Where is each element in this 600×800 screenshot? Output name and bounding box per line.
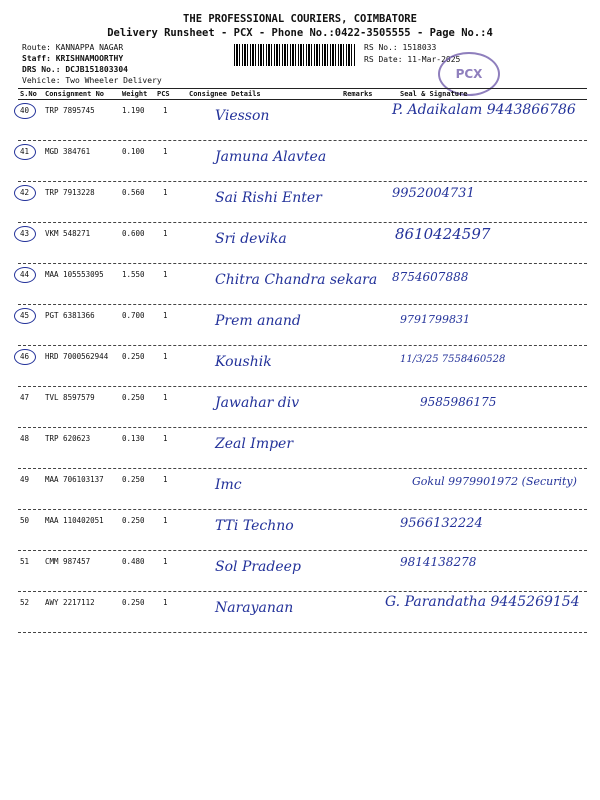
row-sno: 51 [20,557,30,566]
row-pcs: 1 [163,393,168,402]
table-row [0,592,600,633]
row-sno: 46 [20,352,30,361]
row-seal-signature: G. Parandatha 9445269154 [385,594,580,610]
route-line [22,43,123,52]
row-seal-signature: 9814138278 [400,555,477,569]
row-consignee: Jawahar div [215,395,300,411]
row-seal-signature: Gokul 9979901972 (Security) [412,475,577,488]
row-seal-signature: 9585986175 [420,395,497,409]
row-seal-signature: 8754607888 [392,270,469,284]
row-consignee: Jamuna Alavtea [215,149,327,165]
row-sno: 42 [20,188,30,197]
table-row [0,223,600,264]
row-consignment: MGD 384761 [45,147,91,156]
row-weight: 0.250 [122,598,145,607]
table-row [0,182,600,223]
row-seal-signature: 9566132224 [400,516,483,531]
row-sno: 49 [20,475,30,484]
table-row [0,551,600,592]
row-sno: 40 [20,106,30,115]
vehicle-line [22,76,162,85]
row-consignee: Imc [215,477,242,493]
row-sno: 50 [20,516,30,525]
row-consignee: Chitra Chandra sekara [215,272,378,288]
row-seal-signature: 9791799831 [400,313,470,326]
row-consignment: AWY 2217112 [45,598,95,607]
row-consignee: Narayanan [215,600,294,616]
staff-label: Staff: [22,54,51,63]
vehicle-value: Two Wheeler Delivery [65,76,162,85]
sno-circle-mark [14,267,36,283]
table-row [0,469,600,510]
row-sno: 47 [20,393,30,402]
row-consignment: MAA 706103137 [45,475,104,484]
row-pcs: 1 [163,147,168,156]
runsheet-subtitle: Delivery Runsheet - PCX - Phone No.:0422-3505555 - Page No.:4 [107,27,493,39]
table-row [0,387,600,428]
sno-circle-mark [14,226,36,242]
rs-no-line [364,43,436,52]
route-value: KANNAPPA NAGAR [55,43,124,52]
row-pcs: 1 [163,557,168,566]
row-seal-signature: 11/3/25 7558460528 [400,354,506,365]
company-title: THE PROFESSIONAL COURIERS, COIMBATORE [183,13,417,25]
route-label: Route: [22,43,51,52]
row-divider [18,632,587,633]
barcode [234,44,356,66]
row-weight: 0.700 [122,311,145,320]
vehicle-label: Vehicle: [22,76,61,85]
row-consignment: CMM 987457 [45,557,91,566]
row-weight: 0.480 [122,557,145,566]
row-seal-signature: P. Adaikalam 9443866786 [392,102,576,118]
row-consignment: TRP 7913228 [45,188,95,197]
row-pcs: 1 [163,229,168,238]
row-weight: 1.550 [122,270,145,279]
row-consignee: Sri devika [215,231,287,247]
sno-circle-mark [14,308,36,324]
row-weight: 0.130 [122,434,145,443]
drs-line [22,65,128,74]
row-consignee: Prem anand [215,313,301,329]
row-weight: 0.250 [122,352,145,361]
row-pcs: 1 [163,188,168,197]
sno-circle-mark [14,144,36,160]
row-consignment: MAA 110402051 [45,516,104,525]
row-pcs: 1 [163,352,168,361]
drs-label: DRS No.: [22,65,61,74]
row-seal-signature: 8610424597 [395,225,491,243]
row-sno: 48 [20,434,30,443]
table-row [0,141,600,182]
row-weight: 0.250 [122,393,145,402]
row-weight: 0.560 [122,188,145,197]
table-row [0,428,600,469]
table-row [0,264,600,305]
row-consignee: Zeal Imper [215,436,294,452]
rs-no-label: RS No.: [364,43,398,52]
row-pcs: 1 [163,598,168,607]
row-weight: 1.190 [122,106,145,115]
row-consignment: TRP 7895745 [45,106,95,115]
row-consignment: TVL 8597579 [45,393,95,402]
header-top-rule [18,88,587,89]
col-remarks: Remarks [343,90,373,98]
row-pcs: 1 [163,270,168,279]
col-weight: Weight [122,90,148,98]
row-sno: 52 [20,598,30,607]
col-seal: Seal & Signature [400,90,468,98]
row-consignment: HRD 7000562944 [45,352,109,361]
row-weight: 0.250 [122,475,145,484]
row-consignment: PGT 6381366 [45,311,95,320]
row-consignment: MAA 105553095 [45,270,104,279]
row-pcs: 1 [163,434,168,443]
row-sno: 41 [20,147,30,156]
row-consignment: VKM 548271 [45,229,91,238]
row-consignment: TRP 620623 [45,434,91,443]
pcx-stamp: PCX [438,52,500,96]
staff-line [22,54,123,63]
table-row [0,510,600,551]
row-weight: 0.100 [122,147,145,156]
row-weight: 0.600 [122,229,145,238]
row-consignee: Sai Rishi Enter [215,190,322,206]
row-sno: 45 [20,311,30,320]
sno-circle-mark [14,103,36,119]
row-pcs: 1 [163,516,168,525]
drs-value: DCJB151803304 [65,65,128,74]
col-sno: S.No [20,90,37,98]
row-sno: 44 [20,270,30,279]
row-consignee: Koushik [215,354,272,370]
row-pcs: 1 [163,475,168,484]
col-consignment: Consignment No [45,90,105,98]
rs-no-value: 1518033 [402,43,437,52]
row-consignee: TTi Techno [215,518,294,534]
col-pcs: PCS [157,90,170,98]
table-row [0,346,600,387]
row-seal-signature: 9952004731 [392,186,475,201]
table-row [0,305,600,346]
row-sno: 43 [20,229,30,238]
sno-circle-mark [14,185,36,201]
rs-date-value: 11-Mar-2025 [407,55,461,64]
row-consignee: Sol Pradeep [215,559,301,575]
rs-date-label: RS Date: [364,55,403,64]
sno-circle-mark [14,349,36,365]
row-pcs: 1 [163,106,168,115]
table-row [0,100,600,141]
row-consignee: Viesson [215,108,270,124]
col-consignee: Consignee Details [189,90,261,98]
staff-value: KRISHNAMOORTHY [55,54,124,63]
row-pcs: 1 [163,311,168,320]
row-weight: 0.250 [122,516,145,525]
